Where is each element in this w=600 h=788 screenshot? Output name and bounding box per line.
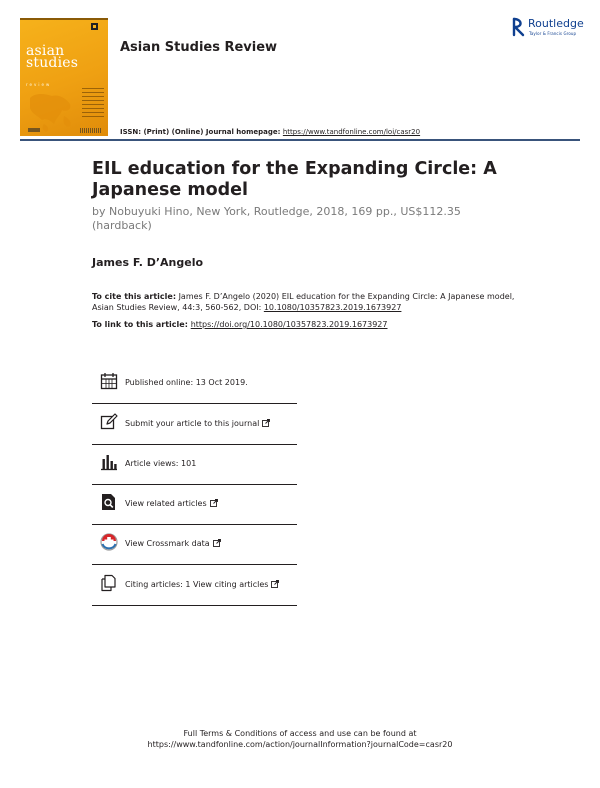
external-link-icon — [271, 580, 279, 588]
related-articles-label: View related articles — [125, 499, 207, 508]
routledge-logo-icon — [511, 17, 527, 37]
issn-line — [120, 128, 420, 136]
related-articles-link[interactable] — [125, 499, 218, 508]
cover-subtitle: review — [26, 82, 52, 87]
crossmark-icon — [100, 533, 118, 551]
review-info: by Nobuyuki Hino, New York, Routledge, 2018, 169 pp., US$112.35 (hardback) — [92, 205, 461, 232]
citation — [92, 292, 522, 313]
crossmark-link[interactable] — [125, 539, 221, 548]
issn-label: ISSN: (Print) (Online) Journal homepage: — [120, 128, 283, 136]
publisher-tagline: Taylor & Francis Group — [529, 31, 577, 36]
related-articles-item[interactable] — [92, 485, 297, 525]
submit-article-link[interactable] — [125, 419, 270, 428]
cover-title-line1: asian — [26, 43, 65, 59]
external-link-icon — [213, 539, 221, 547]
citation-text: James F. D’Angelo (2020) EIL education for the Expanding Circle: A Japanese model, Asian Studies Review, 44:3, 560-562, DOI: — [92, 292, 515, 312]
article-author: James F. D’Angelo — [92, 256, 204, 269]
article-title: EIL education for the Expanding Circle: A Japanese model — [92, 159, 497, 200]
submit-article-label: Submit your article to this journal — [125, 419, 260, 428]
copy-icon — [100, 574, 118, 592]
calendar-icon — [100, 372, 118, 390]
journal-homepage-link[interactable]: https://www.tandfonline.com/loi/casr20 — [282, 128, 421, 136]
header-divider — [20, 139, 580, 141]
external-link-icon — [262, 419, 270, 427]
cover-title — [26, 45, 86, 69]
footer-terms-link[interactable]: https://www.tandfonline.com/action/journalInformation?journalCode=casr20 — [147, 740, 453, 749]
article-link-label: To link to this article: — [92, 320, 191, 329]
citing-articles-link[interactable] — [125, 580, 279, 589]
cover-publisher-logo — [28, 128, 40, 132]
edit-icon — [100, 413, 118, 431]
citing-articles-item[interactable] — [92, 566, 297, 606]
citation-label: To cite this article: — [92, 292, 177, 301]
published-online-item — [92, 364, 297, 404]
journal-cover-image — [20, 18, 108, 136]
cover-title-line2: studies — [26, 55, 79, 71]
article-link-line — [92, 320, 388, 329]
item-divider — [92, 403, 297, 404]
footer — [100, 728, 500, 750]
taylor-francis-logo-icon — [91, 23, 98, 30]
published-online-label: Published online: 13 Oct 2019. — [125, 378, 248, 387]
cover-barcode — [80, 128, 102, 133]
external-link-icon — [210, 499, 218, 507]
journal-name: Asian Studies Review — [120, 40, 278, 55]
article-doi-link[interactable]: https://doi.org/10.1080/10357823.2019.1673927 — [190, 320, 388, 329]
citation-doi-link[interactable]: 10.1080/10357823.2019.1673927 — [263, 302, 402, 312]
cover-contents-lines — [82, 88, 104, 120]
submit-article-item[interactable] — [92, 405, 297, 445]
item-divider — [92, 564, 297, 565]
citing-articles-label: Citing articles: 1 View citing articles — [125, 580, 269, 589]
cover-top-strip — [20, 18, 108, 20]
article-views-label: Article views: 101 — [125, 459, 197, 468]
footer-terms-text: Full Terms & Conditions of access and use can be found at — [183, 729, 417, 738]
publisher-name: Routledge — [528, 17, 584, 30]
article-views-item — [92, 445, 297, 485]
crossmark-item[interactable] — [92, 525, 297, 565]
crossmark-label: View Crossmark data — [125, 539, 210, 548]
item-divider — [92, 605, 297, 606]
related-search-icon — [100, 493, 118, 511]
bar-chart-icon — [100, 453, 118, 471]
